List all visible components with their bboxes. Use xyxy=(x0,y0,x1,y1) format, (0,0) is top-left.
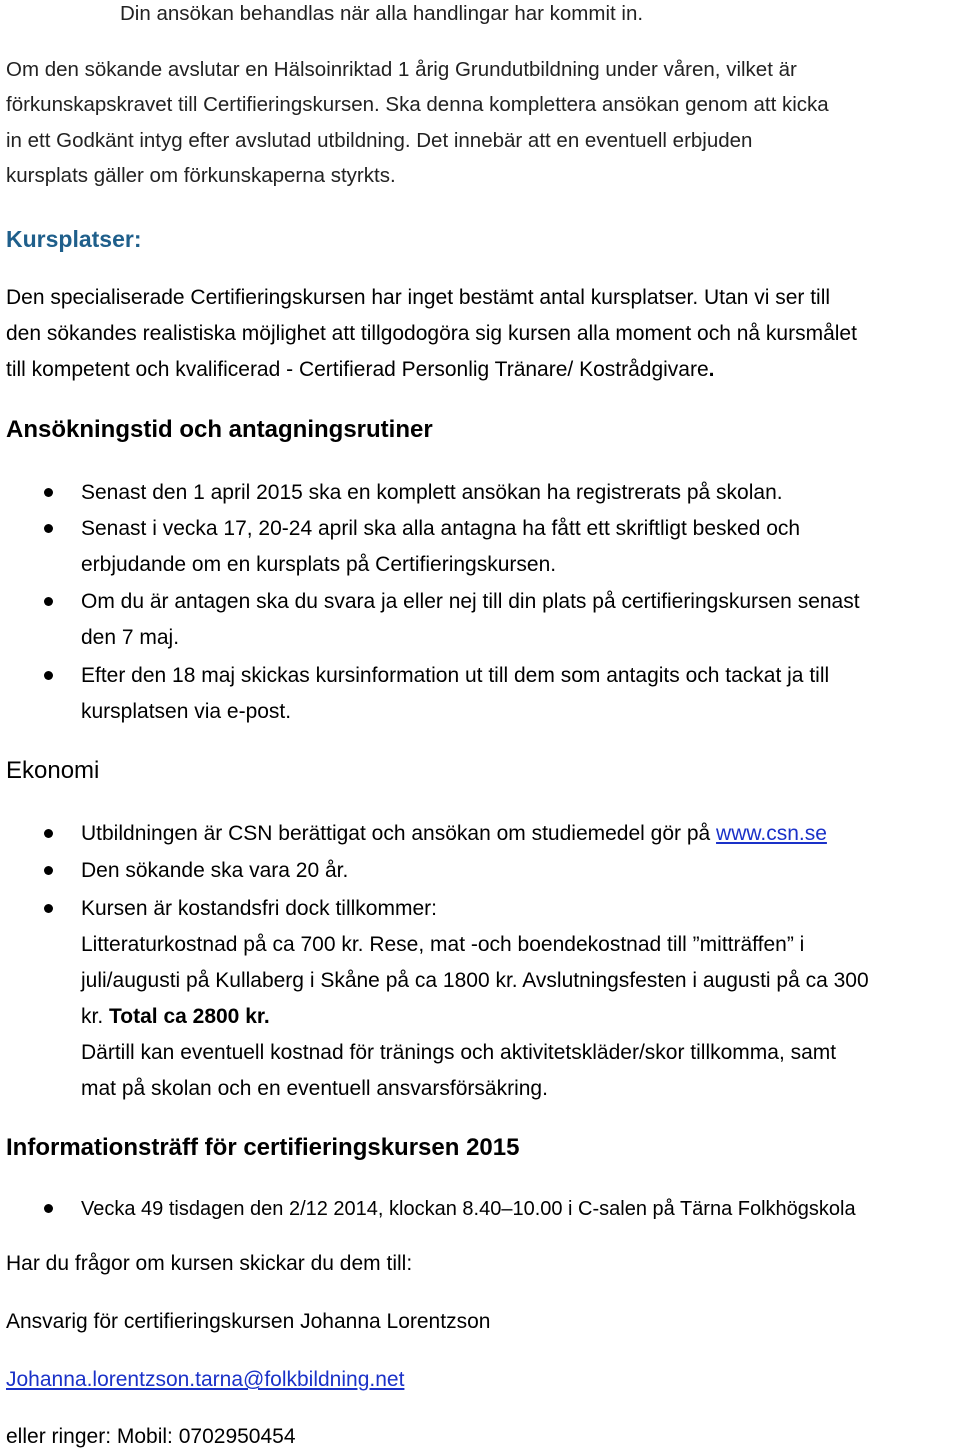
kursplatser-line-end: . xyxy=(708,358,715,381)
intro-paragraph-line: Om den sökande avslutar en Hälsoinriktad 1 årig Grundutbildning under våren, vilket är xyxy=(6,58,797,81)
intro-paragraph-line: kursplats gäller om förkunskaperna styrkts. xyxy=(6,164,396,187)
ansokning-bullet-text: Efter den 18 maj skickas kursinformation ut till dem som antagits och tackat ja till xyxy=(81,664,830,687)
section-heading-ekonomi: Ekonomi xyxy=(6,757,100,784)
ekonomi-total: Total ca 2800 kr. xyxy=(109,1005,270,1028)
bullet-icon xyxy=(44,524,53,533)
section-heading-kursplatser: Kursplatser: xyxy=(6,226,142,252)
ekonomi-kr-text: kr. xyxy=(81,1005,110,1028)
bullet-icon xyxy=(44,904,53,913)
ekonomi-bullet-text xyxy=(81,820,827,848)
ansokning-bullet-text: kursplatsen via e-post. xyxy=(81,700,292,723)
bullet-icon xyxy=(44,597,53,606)
ansokning-bullet-text: erbjudande om en kursplats på Certifieringskursen. xyxy=(81,553,557,576)
bullet-icon xyxy=(44,829,53,838)
bullet-icon xyxy=(44,866,53,875)
ekonomi-bullet-text: juli/augusti på Kullaberg i Skåne på ca 1800 kr. Avslutningsfesten i augusti på ca 300 xyxy=(81,969,869,992)
ekonomi-bullet-text: Litteraturkostnad på ca 700 kr. Rese, mat -och boendekostnad till ”mitträffen” i xyxy=(81,933,805,956)
kursplatser-line-text: till kompetent och kvalificerad - Certifierad Personlig Tränare/ Kostrådgivare xyxy=(6,358,709,381)
bullet-icon xyxy=(44,1204,53,1213)
email-link[interactable]: Johanna.lorentzson.tarna@folkbildning.net xyxy=(6,1368,405,1391)
intro-paragraph-line: förkunskapskravet till Certifieringskursen. Ska denna komplettera ansökan genom att kicka xyxy=(6,93,829,116)
kursplatser-line: Den specialiserade Certifieringskursen har inget bestämt antal kursplatser. Utan vi ser till xyxy=(6,286,831,309)
kursplatser-line xyxy=(6,356,715,384)
ansokning-bullet-text: Om du är antagen ska du svara ja eller nej till din plats på certifieringskursen senast xyxy=(81,590,860,613)
ekonomi-bullet-text: Den sökande ska vara 20 år. xyxy=(81,859,349,882)
contact-question: Har du frågor om kursen skickar du dem till: xyxy=(6,1252,413,1275)
info-bullet-text: Vecka 49 tisdagen den 2/12 2014, klockan 8.40–10.00 i C-salen på Tärna Folkhögskola xyxy=(81,1198,856,1220)
bullet-icon xyxy=(44,671,53,680)
csn-link[interactable]: www.csn.se xyxy=(716,822,827,845)
ekonomi-csn-text: Utbildningen är CSN berättigat och ansökan om studiemedel gör på xyxy=(81,822,717,845)
ekonomi-bullet-text: mat på skolan och en eventuell ansvarsförsäkring. xyxy=(81,1077,548,1100)
section-heading-ansokningstid: Ansökningstid och antagningsrutiner xyxy=(6,416,433,443)
ansokning-bullet-text: Senast i vecka 17, 20-24 april ska alla antagna ha fått ett skriftligt besked och xyxy=(81,517,801,540)
kursplatser-line: den sökandes realistiska möjlighet att tillgodogöra sig kursen alla moment och nå kursmålet xyxy=(6,322,857,345)
ekonomi-bullet-text: Kursen är kostandsfri dock tillkommer: xyxy=(81,897,437,920)
bullet-icon xyxy=(44,488,53,497)
ekonomi-bullet-text xyxy=(81,1003,270,1031)
contact-responsible: Ansvarig för certifieringskursen Johanna Lorentzson xyxy=(6,1310,491,1333)
intro-line: Din ansökan behandlas när alla handlingar har kommit in. xyxy=(120,2,644,25)
ansokning-bullet-text: den 7 maj. xyxy=(81,626,180,649)
section-heading-informationstraff: Informationsträff för certifieringskursen 2015 xyxy=(6,1134,520,1161)
ansokning-bullet-text: Senast den 1 april 2015 ska en komplett ansökan ha registrerats på skolan. xyxy=(81,481,783,504)
ekonomi-bullet-text: Därtill kan eventuell kostnad för tränings och aktivitetskläder/skor tillkomma, samt xyxy=(81,1041,837,1064)
intro-paragraph-line: in ett Godkänt intyg efter avslutad utbildning. Det innebär att en eventuell erbjuden xyxy=(6,129,753,152)
contact-phone: eller ringer: Mobil: 0702950454 xyxy=(6,1425,296,1448)
